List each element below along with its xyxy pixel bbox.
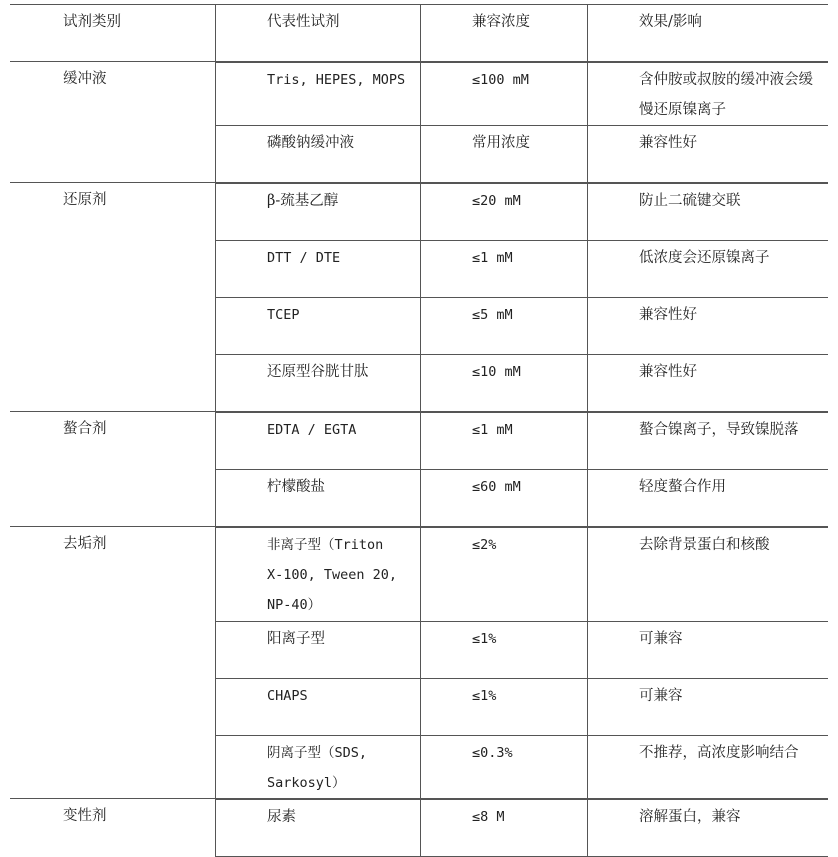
concentration-cell: ≤1% (472, 688, 497, 704)
effect-cell: 去除背景蛋白和核酸 (639, 537, 770, 553)
table-row (215, 412, 828, 469)
table-row (215, 799, 828, 857)
reagent-cell: CHAPS (267, 688, 308, 704)
category-label: 螯合剂 (63, 421, 107, 437)
reagent-cell: 阴离子型（SDS, Sarkosyl） (267, 745, 368, 791)
effect-cell: 兼容性好 (639, 135, 697, 151)
reagent-cell: β-巯基乙醇 (267, 193, 339, 209)
table-row (215, 240, 828, 297)
reagent-cell: 还原型谷胱甘肽 (267, 364, 369, 380)
reagent-cell: TCEP (267, 307, 300, 323)
concentration-cell: ≤0.3% (472, 745, 513, 761)
header-concentration: 兼容浓度 (472, 14, 530, 30)
effect-cell: 含仲胺或叔胺的缓冲液会缓慢还原镍离子 (639, 72, 813, 118)
concentration-cell: 常用浓度 (472, 135, 530, 151)
category-label: 去垢剂 (63, 536, 107, 552)
effect-cell: 溶解蛋白，兼容 (639, 809, 741, 825)
concentration-cell: ≤60 mM (472, 479, 521, 495)
concentration-cell: ≤8 M (472, 809, 505, 825)
category-label: 变性剂 (63, 808, 107, 824)
effect-cell: 兼容性好 (639, 364, 697, 380)
effect-cell: 轻度螯合作用 (639, 479, 726, 495)
reagent-cell: 尿素 (267, 809, 296, 825)
group-reducing-agent (10, 182, 828, 411)
reagent-cell: 磷酸钠缓冲液 (267, 135, 354, 151)
header-reagent: 代表性试剂 (267, 14, 340, 30)
table-row (215, 527, 828, 621)
effect-cell: 低浓度会还原镍离子 (639, 250, 770, 266)
effect-cell: 防止二硫键交联 (639, 193, 741, 209)
reagent-cell: Tris, HEPES, MOPS (267, 72, 406, 88)
effect-cell: 可兼容 (639, 688, 683, 704)
concentration-cell: ≤100 mM (472, 72, 529, 88)
table-row (215, 297, 828, 354)
group-denaturant (10, 798, 828, 857)
concentration-cell: ≤1% (472, 631, 497, 647)
table-header-row (10, 4, 828, 61)
concentration-cell: ≤20 mM (472, 193, 521, 209)
concentration-cell: ≤10 mM (472, 364, 521, 380)
effect-cell: 螯合镍离子，导致镍脱落 (639, 422, 799, 438)
table-row (215, 183, 828, 240)
table-row (215, 62, 828, 125)
reagent-cell: DTT / DTE (267, 250, 341, 266)
reagent-cell: 非离子型（Triton X-100, Tween 20, NP-40） (267, 537, 398, 613)
group-detergent (10, 526, 828, 798)
table-row (215, 125, 828, 182)
header-category: 试剂类别 (63, 14, 121, 30)
header-effect: 效果/影响 (639, 14, 702, 30)
group-chelating-agent (10, 411, 828, 526)
concentration-cell: ≤1 mM (472, 422, 513, 438)
group-buffer (10, 61, 828, 182)
reagent-cell: 柠檬酸盐 (267, 479, 325, 495)
effect-cell: 可兼容 (639, 631, 683, 647)
table-row (215, 735, 828, 798)
effect-cell: 不推荐，高浓度影响结合 (639, 745, 799, 761)
concentration-cell: ≤1 mM (472, 250, 513, 266)
table-row (215, 469, 828, 526)
compatibility-table (10, 4, 828, 857)
effect-cell: 兼容性好 (639, 307, 697, 323)
table-row (215, 354, 828, 411)
concentration-cell: ≤5 mM (472, 307, 513, 323)
reagent-cell: EDTA / EGTA (267, 422, 357, 438)
table-row (215, 678, 828, 735)
category-label: 缓冲液 (63, 71, 107, 87)
concentration-cell: ≤2% (472, 537, 497, 553)
category-label: 还原剂 (63, 192, 107, 208)
table-row (215, 621, 828, 678)
reagent-cell: 阳离子型 (267, 631, 325, 647)
